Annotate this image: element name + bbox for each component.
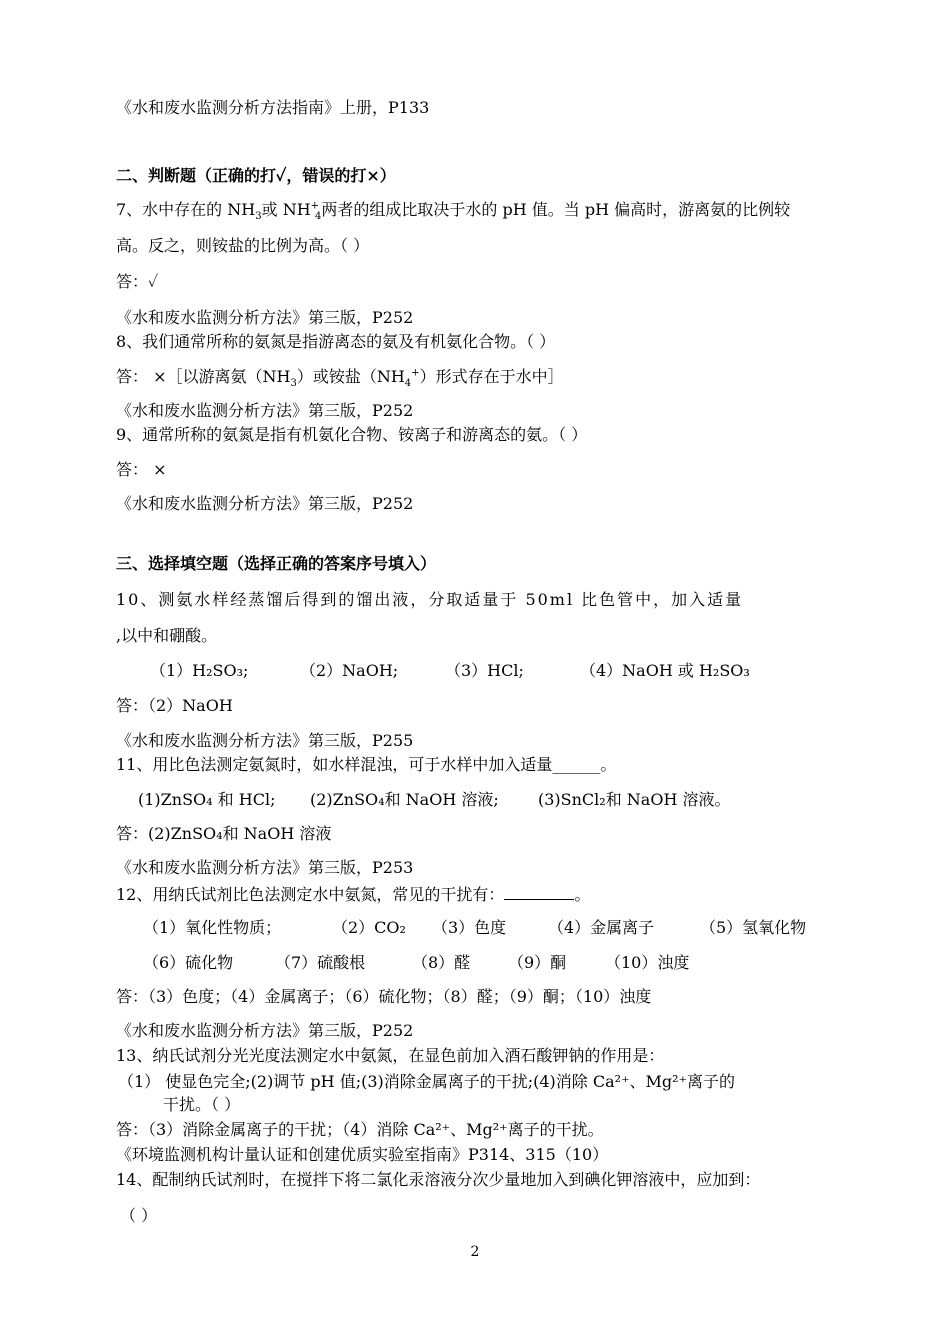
- answer-blank: [504, 883, 574, 900]
- reference-12: 《水和废水监测分析方法》第三版，P252: [116, 1021, 414, 1040]
- reference-line: 《水和废水监测分析方法指南》上册，P133: [116, 98, 430, 117]
- question-12-option: （1）氧化性物质；: [143, 918, 282, 937]
- question-12-option: （2）CO₂: [332, 918, 406, 937]
- section-heading-choice: 三、选择填空题（选择正确的答案序号填入）: [116, 554, 437, 573]
- question-12: 12、用纳氏试剂比色法测定水中氨氮，常见的干扰有： 。: [116, 885, 591, 904]
- reference-8: 《水和废水监测分析方法》第三版，P252: [116, 401, 414, 420]
- question-10-line-2: ,以中和硼酸。: [116, 626, 218, 645]
- question-14: 14、配制纳氏试剂时，在搅拌下将二氯化汞溶液分次少量地加入到碘化钾溶液中，应加到：: [116, 1170, 761, 1189]
- reference-13: 《环境监测机构计量认证和创建优质实验室指南》P314、315（10）: [116, 1145, 609, 1164]
- question-12-option: （9）酮: [508, 953, 567, 972]
- question-14-answer-blank: （ ）: [120, 1206, 158, 1225]
- question-13-options-line-1: （1） 使显色完全;(2)调节 pH 值;(3)消除金属离子的干扰;(4)消除 Ca²⁺、Mg²⁺离子的: [118, 1072, 736, 1091]
- reference-10: 《水和废水监测分析方法》第三版，P255: [116, 731, 414, 750]
- question-10-option-2: （2）NaOH;: [300, 661, 399, 680]
- answer-12: 答：（3）色度；（4）金属离子；（6）硫化物；（8）醛；（9）酮；（10）浊度: [116, 987, 652, 1006]
- answer-10: 答：（2）NaOH: [116, 696, 233, 715]
- answer-13: 答：（3）消除金属离子的干扰；（4）消除 Ca²⁺、Mg²⁺离子的干扰。: [116, 1120, 604, 1139]
- question-9: 9、通常所称的氨氮是指有机氨化合物、铵离子和游离态的氨。（ ）: [116, 425, 588, 444]
- question-11-option-1: (1)ZnSO₄ 和 HCl;: [138, 790, 276, 809]
- question-7-line-2: 高。反之，则铵盐的比例为高。（ ）: [116, 236, 370, 255]
- answer-9: 答： ×: [116, 460, 167, 479]
- answer-8: 答： ×［以游离氨$(NH_3)$或铵盐$(NH_4^+)$形式存在于水中］: [116, 367, 564, 390]
- question-12-option: （7）硫酸根: [275, 953, 366, 972]
- question-12-option: （3）色度: [432, 918, 507, 937]
- reference-7: 《水和废水监测分析方法》第三版，P252: [116, 308, 414, 327]
- reference-9: 《水和废水监测分析方法》第三版，P252: [116, 494, 414, 513]
- question-7-line-1: 7、水中存在的 $NH_3$或 $NH^+_4$两者的组成比取决于水的 pH 值。当 pH 偏高时，游离氨的比例较: [116, 200, 791, 223]
- question-13-options-line-2: 干扰。（ ）: [163, 1095, 241, 1114]
- section-heading-judgement: 二、判断题（正确的打✓，错误的打×）: [116, 166, 396, 185]
- question-10-option-3: （3）HCl;: [445, 661, 524, 680]
- reference-11: 《水和废水监测分析方法》第三版，P253: [116, 858, 414, 877]
- question-12-option: （8）醛: [412, 953, 471, 972]
- question-11-option-3: (3)SnCl₂和 NaOH 溶液。: [538, 790, 731, 809]
- question-10-option-1: （1）H₂SO₃;: [150, 661, 249, 680]
- question-12-option: （5）氢氧化物: [700, 918, 807, 937]
- question-13: 13、纳氏试剂分光光度法测定水中氨氮，在显色前加入酒石酸钾钠的作用是：: [116, 1046, 665, 1065]
- question-11: 11、用比色法测定氨氮时，如水样混浊，可于水样中加入适量______。: [116, 755, 617, 774]
- question-10-line-1: 10、测氨水样经蒸馏后得到的馏出液，分取适量于 50ml 比色管中，加入适量: [116, 590, 744, 609]
- answer-7: 答：✓: [116, 272, 159, 291]
- question-12-option: （10）浊度: [605, 953, 690, 972]
- page-number: 2: [470, 1244, 480, 1260]
- question-10-option-4: （4）NaOH 或 H₂SO₃: [580, 661, 750, 680]
- question-11-option-2: (2)ZnSO₄和 NaOH 溶液;: [310, 790, 499, 809]
- question-12-option: （6）硫化物: [143, 953, 234, 972]
- answer-11: 答：(2)ZnSO₄和 NaOH 溶液: [116, 824, 332, 843]
- question-8: 8、我们通常所称的氨氮是指游离态的氨及有机氨化合物。（ ）: [116, 332, 556, 351]
- question-12-option: （4）金属离子: [548, 918, 655, 937]
